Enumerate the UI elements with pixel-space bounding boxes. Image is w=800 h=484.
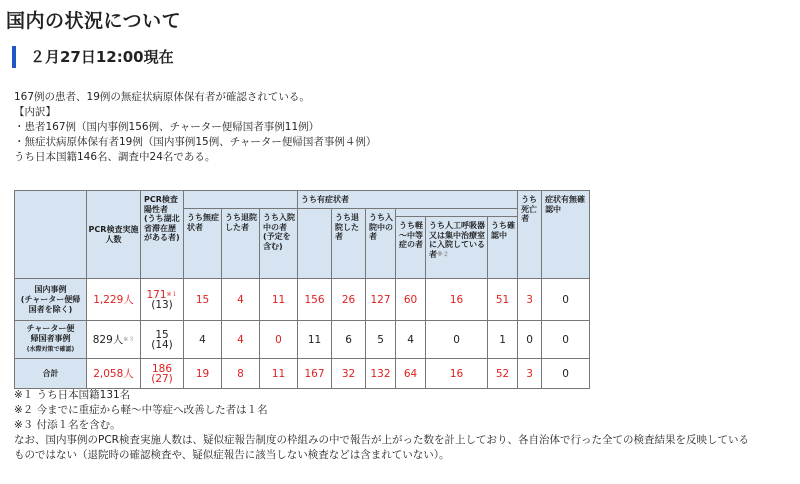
cell-positive: [141, 359, 184, 389]
header-pcr-positive-line: がある者): [144, 233, 180, 242]
cell-sym-hospitalized: 5: [366, 321, 396, 359]
header-sym-hospitalized: うち入院中の者: [366, 209, 396, 279]
cell-symptomatic: 167: [298, 359, 332, 389]
header-pcr-positive-line: (うち湖北: [144, 214, 180, 223]
cell-asym-discharged: 8: [222, 359, 260, 389]
header-asym-pending: うち入院中の者(予定を含む): [260, 209, 298, 279]
summary-paragraph: [14, 90, 376, 165]
cell-sym-severe: 16: [426, 279, 488, 321]
cell-asymptomatic: 4: [184, 321, 222, 359]
table-row: [15, 279, 590, 321]
cell-sym-hospitalized: 132: [366, 359, 396, 389]
cell-sym-discharged: 6: [332, 321, 366, 359]
cell-asym-discharged: 4: [222, 321, 260, 359]
cell-positive-count: 171: [146, 288, 167, 301]
cell-asym-discharged: 4: [222, 279, 260, 321]
cell-deaths: 3: [518, 279, 542, 321]
cell-sym-mild: 64: [396, 359, 426, 389]
header-unknown: 症状有無確認中: [542, 191, 590, 279]
cell-tested: 2,058人: [87, 359, 141, 389]
header-pcr-positive-line: PCR検査: [144, 195, 178, 204]
footnotes: [14, 388, 749, 463]
cell-asym-pending: 0: [260, 321, 298, 359]
header-asym-discharged: うち退院した者: [222, 209, 260, 279]
cell-sym-hospitalized: 127: [366, 279, 396, 321]
header-sym-discharged: うち退院した者: [332, 209, 366, 279]
summary-line: 167例の患者、19例の無症状病原体保有者が確認されている。: [14, 91, 310, 103]
cell-sym-discharged: 32: [332, 359, 366, 389]
cell-sym-mild: 60: [396, 279, 426, 321]
row-label-line: (水際対策で確認): [26, 346, 75, 353]
row-label: [15, 321, 87, 359]
footnote-line: ものではない（退院時の確認検査や、疑似症報告に該当しない検査などは含まれていない）。: [14, 449, 450, 461]
cell-tested-count: 829人: [92, 333, 124, 346]
footnote-line: ※３ 付添１名を含む。: [14, 419, 121, 431]
header-sym-severe-text: うち人工呼吸器又は集中治療室に入院している者: [429, 221, 486, 259]
cell-sym-severe: 0: [426, 321, 488, 359]
header-asymptomatic: うち無症状者: [184, 209, 222, 279]
summary-line: ・無症状病原体保有者19例（国内事例15例、チャーター便帰国者事例４例）: [14, 136, 377, 148]
cell-asymptomatic: 19: [184, 359, 222, 389]
cell-deaths: 3: [518, 359, 542, 389]
row-label-line: 国者を除く): [28, 304, 73, 314]
cell-asymptomatic: 15: [184, 279, 222, 321]
footnote-line: ※２ 今までに重症から軽～中等症へ改善した者は１名: [14, 404, 268, 416]
header-symptomatic: うち有症状者: [298, 191, 518, 209]
cell-positive: [141, 321, 184, 359]
table-row: [15, 359, 590, 389]
cell-tested: [87, 321, 141, 359]
cell-sym-confirming: 52: [488, 359, 518, 389]
cell-sym-discharged: 26: [332, 279, 366, 321]
row-label-line: 帰国者事例: [30, 334, 71, 343]
corner-cell: [15, 191, 87, 279]
footnote-marker: ※３: [123, 335, 135, 343]
cell-symptomatic: 11: [298, 321, 332, 359]
footnote-marker: ※１: [166, 290, 178, 298]
header-sym-confirming: うち確認中: [488, 217, 518, 279]
cell-symptomatic: 156: [298, 279, 332, 321]
footnote-line: なお、国内事例のPCR検査実施人数は、疑似症報告制度の枠組みの中で報告が上がった数を計上しており、各自治体で行った全ての検査結果を反映している: [14, 434, 749, 446]
header-sym-mild: うち軽～中等症の者: [396, 217, 426, 279]
cell-positive-count: 186: [151, 362, 173, 375]
cell-deaths: 0: [518, 321, 542, 359]
table-row: [15, 321, 590, 359]
cell-positive-hubei: (13): [151, 298, 173, 311]
cell-unknown: 0: [542, 321, 590, 359]
summary-line: うち日本国籍146名、調査中24名である。: [14, 151, 216, 163]
row-label-line: (チャーター便帰: [20, 294, 81, 304]
row-label: 合計: [15, 359, 87, 389]
cell-tested: 1,229人: [87, 279, 141, 321]
cell-asym-pending: 11: [260, 359, 298, 389]
footnote-line: ※１ うち日本国籍131名: [14, 389, 131, 401]
header-pcr-positive-line: 省滞在歴: [144, 223, 176, 233]
row-label-line: 国内事例: [34, 284, 67, 294]
header-pcr-positive: [141, 191, 184, 279]
cell-sym-mild: 4: [396, 321, 426, 359]
header-pcr-positive-line: 陽性者: [144, 204, 168, 214]
cell-sym-confirming: 51: [488, 279, 518, 321]
header-asymptomatic-group: [184, 191, 298, 209]
cell-positive-hubei: (14): [151, 338, 173, 351]
footnote-marker: ※２: [437, 250, 449, 258]
header-symptomatic-count: [298, 209, 332, 279]
row-label: [15, 279, 87, 321]
header-pcr-tested: PCR検査実施人数: [87, 191, 141, 279]
cell-unknown: 0: [542, 359, 590, 389]
header-deaths: うち死亡者: [518, 191, 542, 279]
summary-line: 【内訳】: [14, 106, 56, 118]
cell-positive-hubei: (27): [151, 372, 173, 385]
cell-positive-count: 15: [155, 328, 169, 341]
page-title: 国内の状況について: [6, 10, 182, 32]
cell-asym-pending: 11: [260, 279, 298, 321]
cell-positive: [141, 279, 184, 321]
header-hospitalized-breakdown: [396, 209, 542, 217]
cell-sym-confirming: 1: [488, 321, 518, 359]
cell-unknown: 0: [542, 279, 590, 321]
cell-sym-severe: 16: [426, 359, 488, 389]
row-label-line: チャーター便: [26, 324, 75, 333]
header-sym-severe: [426, 217, 488, 279]
case-table: [14, 190, 590, 389]
summary-line: ・患者167例（国内事例156例、チャーター便帰国者事例11例）: [14, 121, 320, 133]
date-heading: ２月27日12:00現在: [12, 46, 174, 68]
